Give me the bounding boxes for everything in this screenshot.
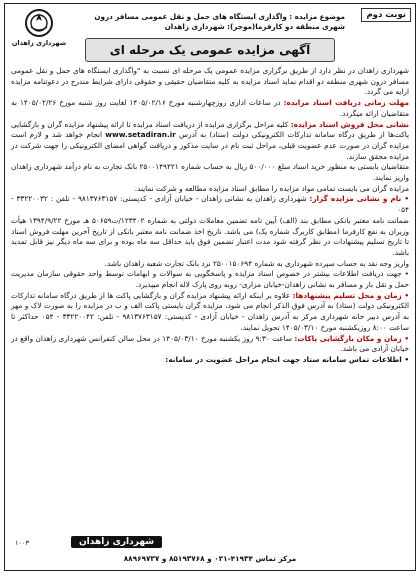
organizer-label: • نام و نشانی مزایده گزار: (309, 194, 409, 204)
deadline-paragraph (11, 98, 409, 119)
logo (11, 8, 67, 47)
study-paragraph: مزایده گران می بایست تمامی مواد مزایده را مطابق اسناد مزایده مطالعه و شرکت نمایند. (134, 183, 409, 193)
deadline-label: مهلت زمانی دریافت اسناد مزایده: (283, 98, 409, 108)
submission-paragraph (11, 291, 409, 334)
ad-page (4, 3, 416, 571)
call-center-numbers: مرکز تماس ۴۱۹۳۴-۰۲۱ و ۸۵۱۹۳۷۶۸ و ۸۸۹۶۹۷۳۷ (123, 554, 297, 563)
sale-location-text-b: انجام خواهد شد و لازم است مزایده گران در صورت عدم عضویت قبلی، مراحل ثبت نام در سایت مذکور و دریافت گواهی امضای الکترونیکی را جهت شرکت در مزایده محقق سازند. (11, 130, 409, 161)
ad-title-banner: آگهی مزایده عمومی یک مرحله ای (85, 38, 335, 62)
organizer-paragraph (11, 194, 409, 215)
sale-location-paragraph (11, 120, 409, 163)
guarantee-paragraph: ضمانت نامه معتبر بانکی مطابق بند (الف) آیین نامه تضمین معاملات دولتی به شماره ۱۲۳۴۰۲/ت۵۰۶۵۹ هـ مورخ ۱۳۹۴/۹/۲۲ هیأت وزیران به نفع کارفرما (مطابق کاربرگ شماره یک) می باشد. تاریخ اخذ ضمانت نامه معتبر بانکی از تاریخ آخرین مهلت فروش اسناد تا تاریخ تسلیم پیشنهادات در نظر گرفته شود مدت اعتبار تضمین فوق باید حداقل سه ماه بوده و برای سه ماه دیگر نیز قابل تمدید باشد. (11, 215, 409, 257)
subject-line: موضوع مزایده : واگذاری ایستگاه های حمل و نقل عمومی مسافر درون شهری منطقه دو کارفرما(موجر): شهرداری زاهدان (94, 12, 345, 31)
opening-label: • زمان و مکان بازگشایی پاکات: (294, 333, 410, 343)
submission-text: علاوه بر اینکه ارائه پیشنهاد مزایده گران و بازگشایی پاکت ها از طریق درگاه سامانه تدارکات الکترونیکی دولت (ستاد) به آدرس فوق الذکر انجام می شود، مزایده گران بایستی پاکت الف و ب در مزایده را به صورت لاک و مهر به آدرس دبیر خانه شهرداری مرکز به آدرس زاهدان - خیابان آزادی - کدپستی: ۹۸۱۳۷۶۳۱۵۷ - تلفن: ۳۳۲۲۰۰۴۲ - ۰۵۴ حداکثر تا ساعت ۸:۰۰ روزیکشنبه مورخ ۱۴۰۵/۰۳/۱۰ تحویل نمایند. (11, 290, 409, 332)
opening-paragraph (11, 334, 409, 355)
organizer-text: شهرداری زاهدان به نشانی زاهدان - خیابان آزادی - کدپستی: ۹۸۱۳۷۶۳۱۵۷ - تلفن : ۳۳۲۲۰۰۳۲ - ۰۵۴ (11, 194, 409, 215)
contact-paragraph (11, 355, 409, 366)
contact-label: • اطلاعات تماس سامانه ستاد جهت انجام مراحل عضویت در سامانه: (165, 354, 409, 364)
opening-text: ساعت ۹:۳۰ روز یکشنبه مورخ ۱۴۰۵/۰۳/۱۰ در محل سالن کنفرانس شهرداری زاهدان واقع در خیابان آزادی می باشد. (11, 333, 409, 354)
sale-location-text-a: کلیه مراحل برگزاری مزایده از دریافت اسناد مزایده تا ارائه پیشنهاد مزایده گران و بازگشایی پاکت‌ها از طریق درگاه سامانه تدارکات الکترونیکی دولت (ستاد) به آدرس (11, 119, 409, 140)
setad-link[interactable]: www.setadiran.ir (105, 130, 176, 140)
submission-label: • زمان و محل تسلیم پیشنهادها: (292, 290, 409, 300)
info-paragraph: • جهت دریافت اطلاعات بیشتر در خصوص اسناد مزایده و پاسخگویی به سوالات و ابهامات توسط واحد حقوقی سازمان مدیریت حمل و نقل بار و مسافر به نشانی زاهدان-خیابان مزاری- روبه روی پارک لاله انجام میپذیرد. (11, 269, 409, 290)
cash-deposit-paragraph: واریز وجه نقد به حساب سپرده شهرداری به شماره ۲۵۰۰۱۵۰۶۹۴ نزد بانک تجارت شعبه زاهدان باشد. (104, 258, 409, 268)
intro-paragraph: شهرداری زاهدان در نظر دارد از طریق برگزاری مزایده عمومی یک مرحله ای نسبت به "واگذاری ایستگاه های حمل و نقل عمومی مسافر درون شهری منطقه دو اقدام نماید اسناد مزایده به کلیه متقاضیان حقیقی و حقوقی دارای شرایط مندرج در دعوتنامه مزایده ارایه می گردد. (11, 66, 409, 97)
turn-badge: نوبت دوم (361, 8, 411, 22)
ad-body (11, 66, 409, 366)
ad-code: ۱۰۰۳ (15, 539, 29, 547)
payment-paragraph: متقاضیان بایستی به منظور خرید اسناد مبلغ ۵۰۰/۰۰۰ ریال به حساب شماره ۲۵۰۰۱۴۹۴۲۱ بانک تجارت به نام درآمد شهرداری زاهدان واریز نمایند. (11, 162, 409, 183)
deadline-text: در ساعات اداری روزچهارشنبه مورخ ۱۴۰۵/۰۲/۱۶ لغایت روز شنبه مورخ ۱۴۰۵/۰۲/۲۶ به متقاضیان ارائه میگردد. (11, 98, 409, 118)
logo-caption: شهرداری زاهدان (11, 39, 67, 47)
municipality-emblem-icon (24, 8, 54, 38)
sale-location-label: نشانی محل فروش اسناد مزایده: (290, 119, 409, 129)
footer-municipality-label: شهرداری زاهدان (71, 536, 162, 548)
footer (11, 536, 409, 566)
